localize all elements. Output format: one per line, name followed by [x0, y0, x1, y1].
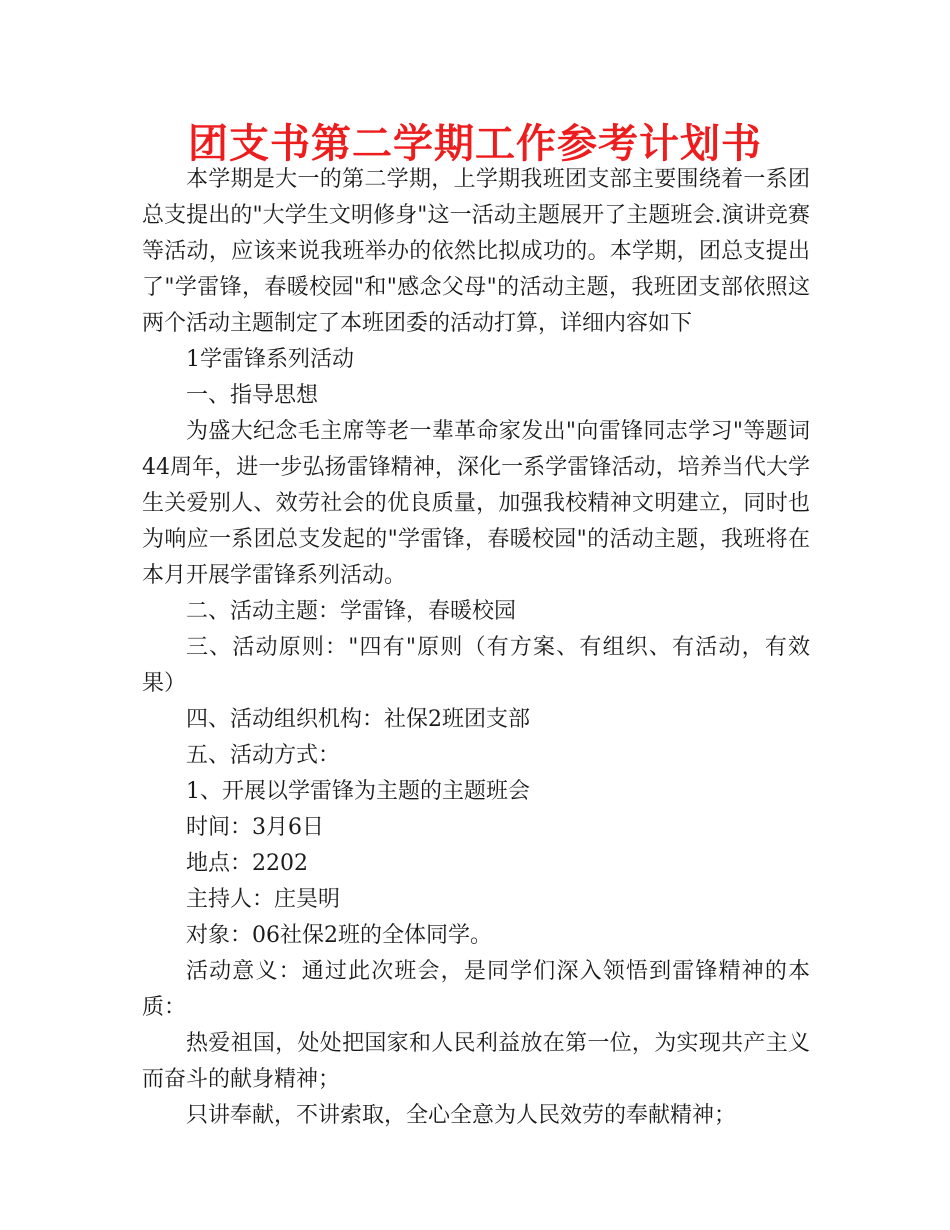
paragraph-organizer: 四、活动组织机构：社保2班团支部 — [186, 707, 530, 732]
paragraph-dedication: 只讲奉献，不讲索取，全心全意为人民效劳的奉献精神； — [186, 1103, 737, 1128]
document-body — [142, 162, 810, 1134]
paragraph-class-meeting: 1、开展以学雷锋为主题的主题班会 — [186, 779, 530, 804]
paragraph-significance: 活动意义：通过此次班会，是同学们深入领悟到雷锋精神的本质： — [142, 959, 810, 1020]
paragraph-activity-principle: 三、活动原则："四有"原则（有方案、有组织、有活动，有效果） — [142, 635, 810, 696]
paragraph-audience: 对象：06社保2班的全体同学。 — [186, 923, 492, 948]
document-title: 团支书第二学期工作参考计划书 — [188, 120, 762, 167]
paragraph-activity-theme: 二、活动主题：学雷锋，春暖校园 — [186, 599, 517, 624]
paragraph-guiding-thought: 为盛大纪念毛主席等老一辈革命家发出"向雷锋同志学习"等题词44周年，进一步弘扬雷锋精神，深化一系学雷锋活动，培养当代大学生关爱别人、效劳社会的优良质量，加强我校精神文明建立，同时也为响应一系团总支发起的"学雷锋，春暖校园"的活动主题，我班将在本月开展学雷锋系列活动。 — [142, 419, 810, 588]
paragraph-intro: 本学期是大一的第二学期，上学期我班团支部主要围绕着一系团总支提出的"大学生文明修身"这一活动主题展开了主题班会.演讲竞赛等活动，应该来说我班举办的依然比拟成功的。本学期，团总支提出了"学雷锋，春暖校园"和"感念父母"的活动主题，我班团支部依照这两个活动主题制定了本班团委的活动打算，详细内容如下 — [142, 167, 810, 336]
paragraph-time: 时间：3月6日 — [186, 815, 324, 840]
paragraph-activity-format: 五、活动方式： — [186, 743, 341, 768]
paragraph-location: 地点：2202 — [186, 851, 308, 876]
paragraph-host: 主持人：庄昊明 — [186, 887, 341, 912]
section-heading-leifeng-activities: 1学雷锋系列活动 — [186, 347, 354, 372]
section-heading-guiding-thought: 一、指导思想 — [186, 383, 319, 408]
paragraph-patriotism: 热爱祖国，处处把国家和人民利益放在第一位，为实现共产主义而奋斗的献身精神； — [142, 1031, 810, 1092]
